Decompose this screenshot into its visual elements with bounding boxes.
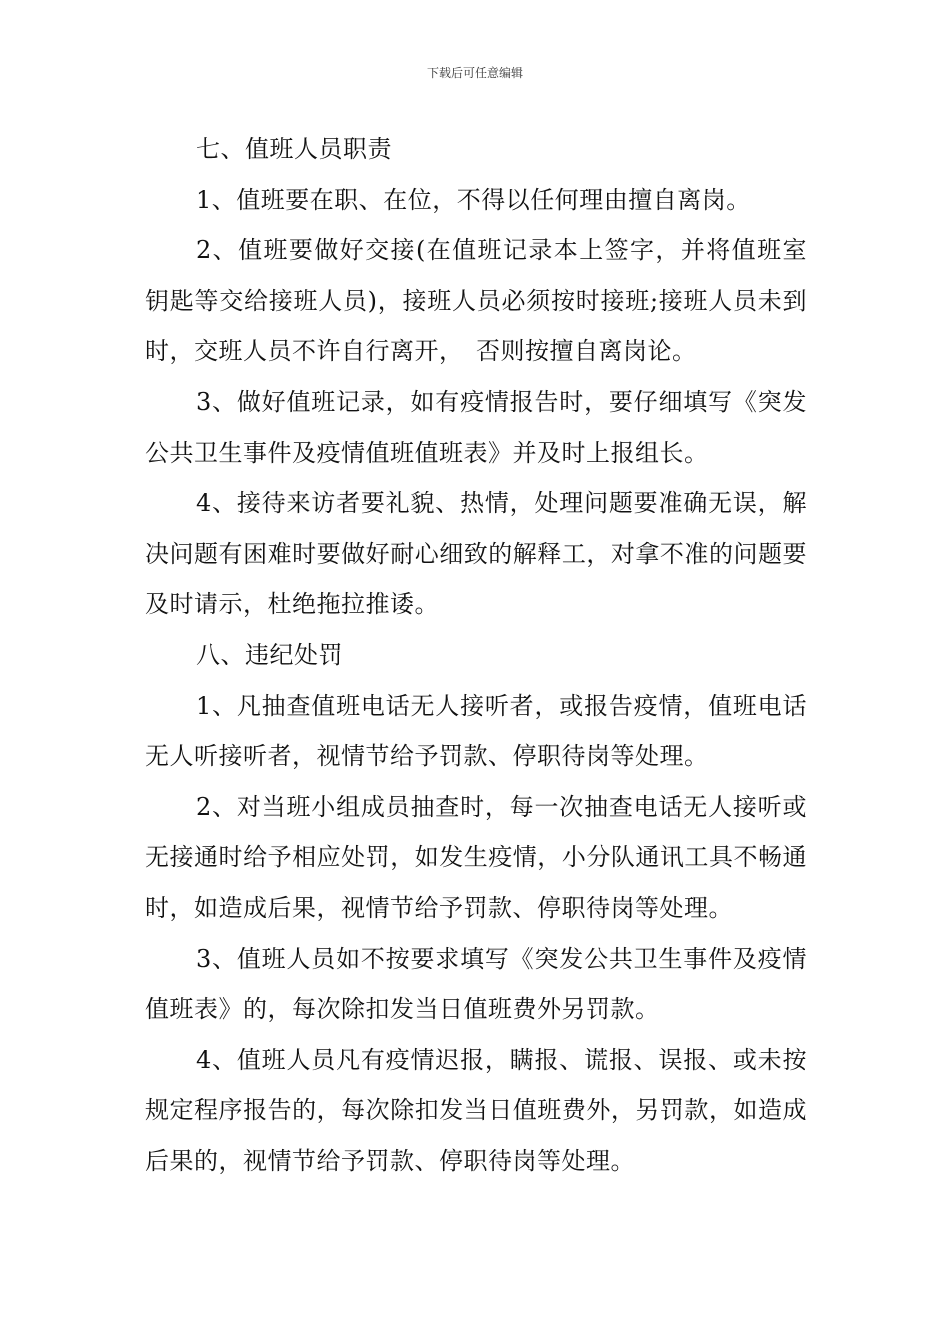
duty-item-3: 3、做好值班记录，如有疫情报告时，要仔细填写《突发公共卫生事件及疫情值班值班表》并及时上报组长。 (145, 387, 807, 467)
page-header: 下载后可任意编辑 (426, 66, 523, 80)
penalty-item-3: 3、值班人员如不按要求填写《突发公共卫生事件及疫情值班表》的，每次除扣发当日值班费外另罚款。 (145, 944, 807, 1024)
duty-item-1: 1、值班要在职、在位，不得以任何理由擅自离岗。 (196, 185, 751, 214)
document-body (145, 124, 807, 1186)
section-heading-duty: 七、值班人员职责 (196, 135, 392, 163)
duty-item-4: 4、接待来访者要礼貌、热情，处理问题要准确无误，解决问题有困难时要做好耐心细致的解释工，对拿不准的问题要及时请示，杜绝拖拉推诿。 (145, 489, 807, 619)
section-heading-penalty: 八、违纪处罚 (196, 640, 343, 669)
penalty-item-2: 2、对当班小组成员抽查时，每一次抽查电话无人接听或无接通时给予相应处罚，如发生疫情，小分队通讯工具不畅通时，如造成后果，视情节给予罚款、停职待岗等处理。 (145, 792, 807, 922)
penalty-item-1: 1、凡抽查值班电话无人接听者，或报告疫情，值班电话无人听接听者，视情节给予罚款、停职待岗等处理。 (145, 691, 807, 771)
penalty-item-4: 4、值班人员凡有疫情迟报，瞒报、谎报、误报、或未按规定程序报告的，每次除扣发当日值班费外，另罚款，如造成后果的，视情节给予罚款、停职待岗等处理。 (145, 1045, 807, 1175)
duty-item-2: 2、值班要做好交接(在值班记录本上签字，并将值班室钥匙等交给接班人员)，接班人员必须按时接班;接班人员未到时，交班人员不许自行离开， 否则按擅自离岗论。 (145, 236, 807, 366)
